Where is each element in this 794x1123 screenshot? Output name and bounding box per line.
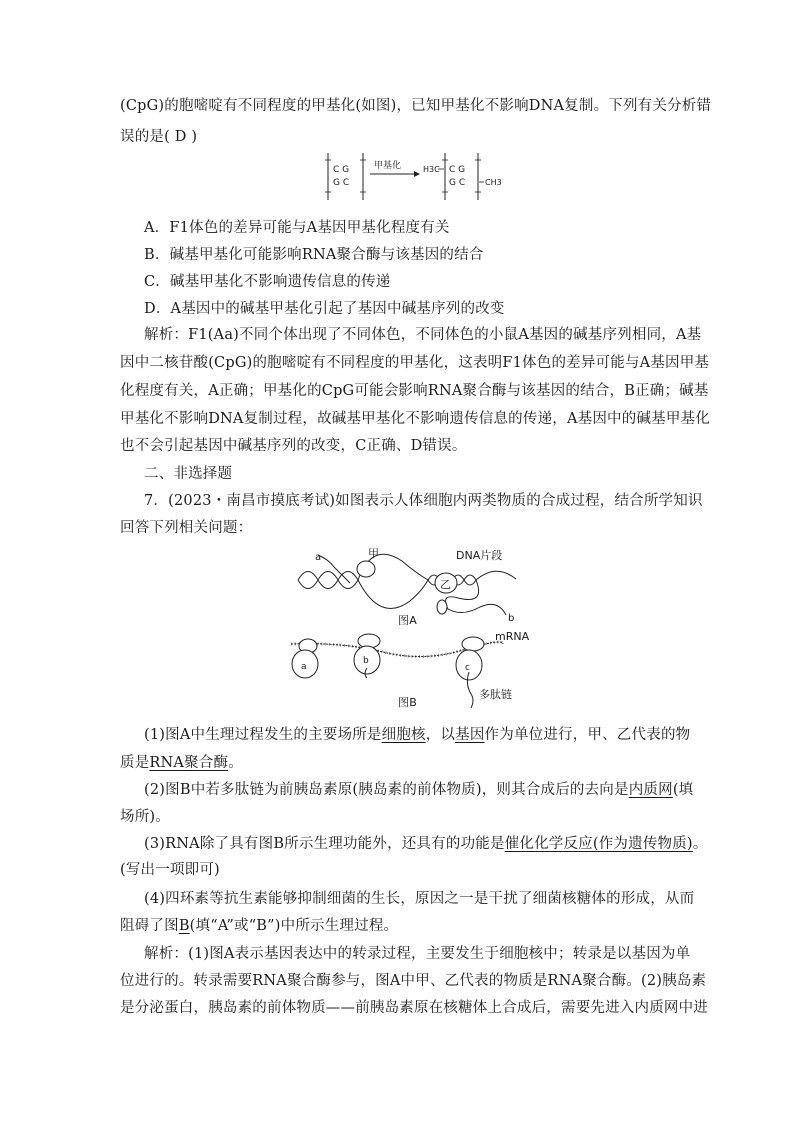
dna-bubble-bottom (358, 580, 428, 608)
analysis7-line3: 是分泌蛋白，胰岛素的前体物质——前胰岛素原在核糖体上合成后，需要先进入内质网中进 (120, 1000, 708, 1016)
option-b-text: 碱基甲基化可能影响RNA聚合酶与该基因的结合 (169, 247, 484, 263)
diagram-arrow-label: 甲基化 (374, 161, 402, 171)
answer-letter: D (174, 129, 187, 145)
option-d (144, 300, 704, 318)
analysis7-line2: 位进行的。转录需要RNA聚合酶参与，图A中甲、乙代表的物质是RNA聚合酶。(2)胰岛素 (120, 973, 707, 989)
q1-line2 (120, 754, 680, 772)
option-d-text: A基因中的碱基甲基化引起了基因中碱基序列的改变 (170, 301, 505, 317)
diagram-methyl-right: CH3 (485, 178, 502, 187)
figure-a-label-dna: DNA片段 (456, 549, 503, 562)
question6-stem-line1: (CpG)的胞嘧啶有不同程度的甲基化(如图)，已知甲基化不影响DNA复制。下列有关分析错 (120, 98, 712, 114)
stem-prefix: 误的是( (120, 129, 170, 145)
figure-a-caption: 图A (398, 614, 417, 627)
figure-b-caption: 图B (398, 696, 417, 709)
analysis6-line2: 因中二核苷酸(CpG)的胞嘧啶有不同程度的甲基化，这表明F1体色的差异可能与A基因甲基 (120, 355, 710, 371)
q1-text5: 。 (228, 755, 243, 771)
q3-answer1: 催化化学反应(作为遗传物质) (504, 836, 693, 852)
q3-text1: (3)RNA除了具有图B所示生理功能外，还具有的功能是 (144, 836, 505, 852)
option-a (144, 219, 704, 237)
q3-text2: 。 (692, 836, 708, 852)
q1-text3: 作为单位进行，甲、乙代表的物 (484, 727, 691, 743)
option-b (144, 246, 704, 264)
q1-answer1: 细胞核 (381, 727, 426, 743)
q3-line1 (144, 835, 708, 853)
option-d-letter: D． (144, 301, 171, 317)
option-c-letter: C． (144, 274, 170, 290)
analysis6-line5: 也不会引起基因中碱基序列的改变，C正确、D错误。 (120, 438, 467, 454)
option-b-letter: B． (144, 247, 170, 263)
diagram-row1-right: C G (449, 165, 466, 175)
figure-a-label-b: b (508, 613, 515, 624)
analysis6-line4: 甲基化不影响DNA复制过程，故碱基甲基化不影响遗传信息的传递，A基因中的碱基甲基化 (120, 411, 710, 427)
q1-answer2: 基因 (455, 727, 485, 743)
q4-line2 (120, 917, 680, 935)
option-c-text: 碱基甲基化不影响遗传信息的传递 (170, 274, 391, 290)
diagram-row2-right: G C (449, 178, 466, 188)
analysis6-line1: 解析：F1(Aa)不同个体出现了不同体色，不同体色的小鼠A基因的碱基序列相同，A基 (144, 327, 702, 343)
diagram-methyl-left: H3C (423, 165, 440, 174)
q1-text1: (1)图A中生理过程发生的主要场所是 (144, 727, 382, 743)
diagram-row1-left: C G (333, 165, 350, 175)
figure-a-label-yi: 乙 (440, 578, 451, 591)
q4-text3: (填“A”或“B”)中所示生理过程。 (189, 918, 399, 934)
ribosome-c-small (462, 637, 484, 651)
q1-text4: 质是 (120, 755, 150, 771)
question6-stem-line2 (120, 128, 680, 146)
q1-text2: ，以 (425, 727, 456, 743)
stem-suffix: ) (191, 129, 198, 145)
q4-text2: 阻碍了图 (120, 918, 179, 934)
question7-line2: 回答下列相关问题： (120, 520, 253, 536)
section-heading: 二、非选择题 (144, 466, 233, 482)
q4-answer1: B (178, 918, 190, 934)
option-a-letter: A． (144, 220, 170, 236)
dna-strand-right (476, 571, 516, 580)
analysis6-line3: 化程度有关，A正确；甲基化的CpG可能会影响RNA聚合酶与该基因的结合，B正确；碱基 (120, 383, 709, 399)
ribosome-b-label: b (363, 656, 369, 666)
q1-line1 (144, 726, 691, 744)
figure-a-label-jia: 甲 (368, 547, 379, 560)
q2-line2: 场所)。 (120, 809, 170, 825)
q4-line1: (4)四环素等抗生素能够抑制细菌的生长，原因之一是干扰了细菌核糖体的形成，从而 (144, 891, 695, 907)
option-a-text: F1体色的差异可能与A基因甲基化程度有关 (169, 220, 450, 236)
q2-line1 (144, 781, 694, 799)
question7-line1: 7．(2023・南昌市摸底考试)如图表示人体细胞内两类物质的合成过程，结合所学知识 (144, 493, 703, 509)
enzyme-jia (357, 561, 375, 577)
analysis7-line1: 解析：(1)图A表示基因表达中的转录过程，主要发生于细胞核中；转录是以基因为单 (144, 946, 691, 962)
q2-answer1: 内质网 (628, 782, 673, 798)
figure-b-label-mrna: mRNA (495, 630, 530, 643)
q3-line2: (写出一项即可) (120, 862, 220, 878)
figure-b-label-peptide: 多肽链 (479, 688, 512, 701)
q1-answer3: RNA聚合酶 (149, 755, 229, 771)
figure-a-label-a: a (315, 552, 322, 563)
ribosome-c-label: c (465, 663, 470, 673)
q2-text2: (填 (672, 782, 694, 798)
diagram-row2-left: G C (333, 178, 350, 188)
ribosome-a-label: a (301, 662, 307, 672)
q2-text1: (2)图B中若多肽链为前胰岛素原(胰岛素的前体物质)，则其合成后的去向是 (144, 782, 629, 798)
rna-strand-a (318, 555, 350, 583)
methylation-diagram (320, 150, 510, 202)
dna-strand-left (298, 572, 358, 589)
option-c (144, 273, 704, 291)
